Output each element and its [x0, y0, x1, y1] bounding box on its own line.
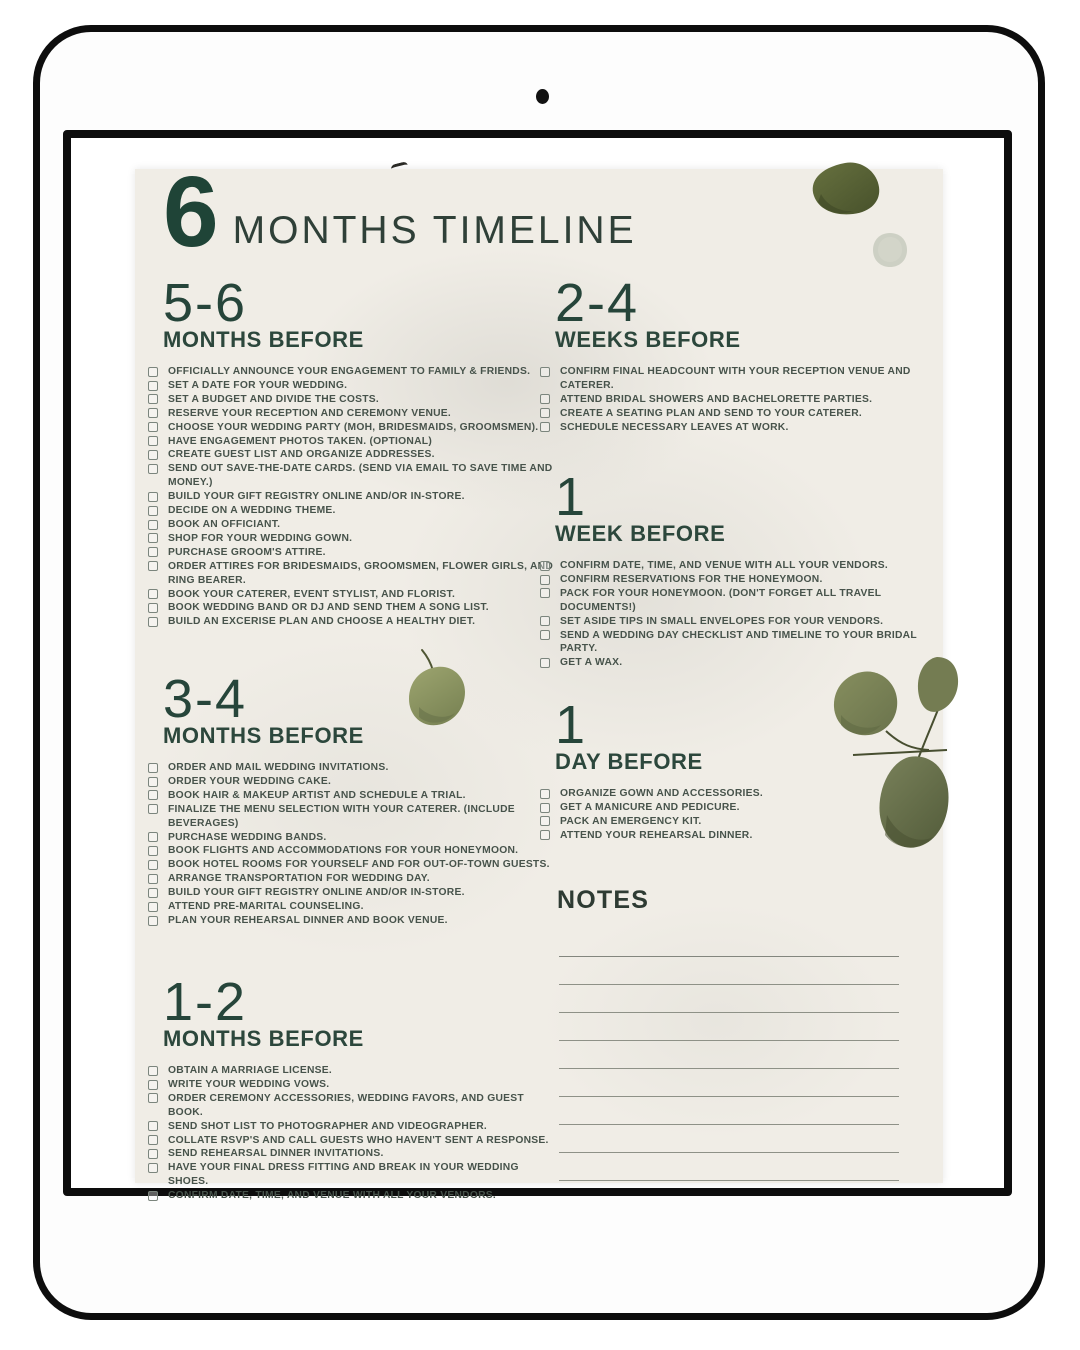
checkbox-icon[interactable] [540, 830, 550, 840]
checklist-item-label: HAVE YOUR FINAL DRESS FITTING AND BREAK IN YOUR WEDDING SHOES. [168, 1162, 519, 1188]
section-3-4-months-before [163, 669, 557, 928]
checklist [148, 365, 557, 629]
checkbox-icon[interactable] [148, 790, 158, 800]
checklist-item[interactable] [148, 761, 557, 775]
checklist-item-label: SEND REHEARSAL DINNER INVITATIONS. [168, 1148, 384, 1160]
checkbox-icon[interactable] [148, 1121, 158, 1131]
section-label: MONTHS BEFORE [163, 327, 364, 352]
checklist-item-label: ORDER YOUR WEDDING CAKE. [168, 775, 332, 787]
checkbox-icon[interactable] [540, 394, 550, 404]
checklist-item-label: PURCHASE WEDDING BANDS. [168, 831, 327, 843]
section-number: 1-2 [163, 972, 248, 1032]
checkbox-icon[interactable] [148, 1191, 158, 1201]
checklist-item[interactable] [148, 393, 557, 407]
checkbox-icon[interactable] [540, 658, 550, 668]
checkbox-icon[interactable] [148, 763, 158, 773]
checkbox-icon[interactable] [148, 394, 158, 404]
checklist-item-label: SCHEDULE NECESSARY LEAVES AT WORK. [560, 421, 789, 433]
checklist-item[interactable] [148, 365, 557, 379]
checklist-item[interactable] [148, 1092, 557, 1120]
checklist-item[interactable] [148, 615, 557, 629]
checklist-item-label: HAVE ENGAGEMENT PHOTOS TAKEN. (OPTIONAL) [168, 435, 432, 447]
checkbox-icon[interactable] [148, 408, 158, 418]
checkbox-icon[interactable] [148, 561, 158, 571]
checkbox-icon[interactable] [148, 888, 158, 898]
checkbox-icon[interactable] [540, 616, 550, 626]
checklist-item[interactable] [540, 559, 945, 573]
checkbox-icon[interactable] [148, 860, 158, 870]
checkbox-icon[interactable] [148, 1149, 158, 1159]
checklist-item-label: PACK AN EMERGENCY KIT. [560, 815, 702, 827]
section-number: 5-6 [163, 273, 248, 333]
checklist-item[interactable] [148, 872, 557, 886]
page-title-number: 6 [163, 156, 219, 268]
eucalyptus-leaf-top-right-icon [807, 160, 885, 216]
checklist-item-label: ARRANGE TRANSPORTATION FOR WEDDING DAY. [168, 873, 430, 885]
checklist-item-label: CREATE GUEST LIST AND ORGANIZE ADDRESSES. [168, 449, 435, 461]
checklist-item-label: SHOP FOR YOUR WEDDING GOWN. [168, 532, 353, 544]
section-5-6-months-before [163, 273, 557, 629]
checklist-item[interactable] [148, 504, 557, 518]
tablet-camera-icon [536, 89, 549, 104]
page-title-text: MONTHS TIMELINE [232, 209, 637, 252]
notes-heading: NOTES [557, 886, 650, 914]
checklist-item-label: SET A BUDGET AND DIVIDE THE COSTS. [168, 393, 380, 405]
checkbox-icon[interactable] [148, 1093, 158, 1103]
section-1-week-before [555, 467, 945, 670]
checklist [540, 787, 945, 843]
checkbox-icon[interactable] [148, 1135, 158, 1145]
checklist-item[interactable] [148, 532, 557, 546]
checklist-item-label: ORGANIZE GOWN AND ACCESSORIES. [560, 788, 763, 799]
checklist-item-label: BUILD YOUR GIFT REGISTRY ONLINE AND/OR IN-STORE. [168, 887, 465, 899]
checklist-item-label: BUILD AN EXCERISE PLAN AND CHOOSE A HEALTHY DIET. [168, 616, 476, 628]
checkbox-icon[interactable] [148, 846, 158, 856]
page-title [163, 156, 637, 268]
checkbox-icon[interactable] [540, 789, 550, 799]
checklist-item-label: ORDER AND MAIL WEDDING INVITATIONS. [168, 762, 389, 773]
checkbox-icon[interactable] [148, 492, 158, 502]
section-1-day-before [555, 695, 945, 843]
checklist-item[interactable] [540, 829, 945, 843]
checklist-item-label: BOOK YOUR CATERER, EVENT STYLIST, AND FLORIST. [168, 588, 456, 600]
checklist-item-label: BOOK FLIGHTS AND ACCOMMODATIONS FOR YOUR HONEYMOON. [168, 845, 519, 857]
section-number: 3-4 [163, 669, 248, 729]
checklist-item[interactable] [148, 1064, 557, 1078]
checklist-item-label: CHOOSE YOUR WEDDING PARTY (MOH, BRIDESMAIDS, GROOMSMEN). [168, 421, 539, 433]
checkbox-icon[interactable] [148, 381, 158, 391]
checkbox-icon[interactable] [148, 1080, 158, 1090]
checkbox-icon[interactable] [540, 588, 550, 598]
section-label: DAY BEFORE [555, 749, 703, 774]
checkbox-icon[interactable] [148, 777, 158, 787]
checklist-item[interactable] [148, 421, 557, 435]
checklist-item-label: ATTEND BRIDAL SHOWERS AND BACHELORETTE PARTIES. [560, 393, 873, 405]
checklist-item[interactable] [148, 379, 557, 393]
checklist-item[interactable] [148, 435, 557, 449]
notes-ruled-line [559, 1124, 899, 1152]
checklist-item[interactable] [540, 815, 945, 829]
checklist-item[interactable] [148, 1161, 557, 1189]
notes-ruled-line [559, 984, 899, 1012]
checklist [540, 559, 945, 670]
checkbox-icon[interactable] [148, 533, 158, 543]
section-2-4-weeks-before [555, 273, 945, 435]
checklist-item[interactable] [148, 1134, 557, 1148]
checklist-item-label: CONFIRM DATE, TIME, AND VENUE WITH ALL YOUR VENDORS. [560, 560, 889, 571]
checklist-item[interactable] [148, 886, 557, 900]
checkbox-icon[interactable] [540, 575, 550, 585]
checkbox-icon[interactable] [540, 367, 550, 377]
checklist-item-label: SET A DATE FOR YOUR WEDDING. [168, 379, 348, 391]
checkbox-icon[interactable] [148, 916, 158, 926]
checklist-item[interactable] [540, 629, 945, 657]
checklist-item-label: ORDER ATTIRES FOR BRIDESMAIDS, GROOMSMEN, FLOWER GIRLS, AND RING BEARER. [168, 560, 554, 586]
checklist-item[interactable] [148, 1120, 557, 1134]
checkbox-icon[interactable] [540, 561, 550, 571]
checklist-item[interactable] [540, 421, 945, 435]
checkbox-icon[interactable] [540, 816, 550, 826]
checkbox-icon[interactable] [148, 464, 158, 474]
checklist [148, 761, 557, 928]
checklist-item[interactable] [148, 844, 557, 858]
checkbox-icon[interactable] [148, 520, 158, 530]
checklist-item-label: CONFIRM RESERVATIONS FOR THE HONEYMOON. [560, 573, 823, 585]
checkbox-icon[interactable] [148, 547, 158, 557]
checkbox-icon[interactable] [148, 506, 158, 516]
section-number: 1 [555, 695, 588, 755]
checkbox-icon[interactable] [148, 1163, 158, 1173]
checklist-item[interactable] [148, 900, 557, 914]
checklist-item[interactable] [148, 490, 557, 504]
checklist-item-label: SET ASIDE TIPS IN SMALL ENVELOPES FOR YOUR VENDORS. [560, 615, 884, 627]
checklist-item[interactable] [540, 573, 945, 587]
checklist-item-label: OBTAIN A MARRIAGE LICENSE. [168, 1065, 333, 1076]
checkbox-icon[interactable] [148, 436, 158, 446]
checklist-item-label: ORDER CEREMONY ACCESSORIES, WEDDING FAVORS, AND GUEST BOOK. [168, 1092, 524, 1118]
checkbox-icon[interactable] [148, 832, 158, 842]
checklist-item-label: ATTEND YOUR REHEARSAL DINNER. [560, 829, 753, 841]
checklist-item[interactable] [540, 587, 945, 615]
notes-ruled-line [559, 1040, 899, 1068]
checklist-item-label: PLAN YOUR REHEARSAL DINNER AND BOOK VENUE. [168, 914, 448, 926]
checklist-item-label: CREATE A SEATING PLAN AND SEND TO YOUR CATERER. [560, 407, 862, 419]
checklist-item[interactable] [148, 1189, 557, 1203]
checklist-item-label: FINALIZE THE MENU SELECTION WITH YOUR CATERER. (INCLUDE BEVERAGES) [168, 803, 515, 829]
checkbox-icon[interactable] [148, 367, 158, 377]
notes-ruled-line [559, 1152, 899, 1180]
checkbox-icon[interactable] [148, 804, 158, 814]
checkbox-icon[interactable] [540, 422, 550, 432]
checklist-item[interactable] [148, 448, 557, 462]
notes-ruled-line [559, 1180, 899, 1208]
checklist-item[interactable] [148, 914, 557, 928]
checkbox-icon[interactable] [540, 630, 550, 640]
checkbox-icon[interactable] [148, 450, 158, 460]
checklist-item-label: BOOK HOTEL ROOMS FOR YOURSELF AND FOR OUT-OF-TOWN GUESTS. [168, 859, 550, 871]
checklist-item[interactable] [148, 831, 557, 845]
checklist-item[interactable] [540, 407, 945, 421]
checklist-document [135, 156, 943, 1202]
checklist-item-label: WRITE YOUR WEDDING VOWS. [168, 1078, 330, 1090]
notes-ruled-area [559, 956, 899, 1208]
section-label: WEEKS BEFORE [555, 327, 741, 352]
checklist-item[interactable] [540, 801, 945, 815]
checkbox-icon[interactable] [148, 617, 158, 627]
checklist-item-label: PACK FOR YOUR HONEYMOON. (DON'T FORGET ALL TRAVEL DOCUMENTS!) [560, 587, 882, 613]
checklist-item[interactable] [148, 518, 557, 532]
checklist-item[interactable] [148, 803, 557, 831]
checklist-item-label: CONFIRM FINAL HEADCOUNT WITH YOUR RECEPTION VENUE AND CATERER. [560, 366, 911, 391]
section-label: MONTHS BEFORE [163, 1026, 364, 1051]
checklist-item[interactable] [540, 393, 945, 407]
checklist-item-label: CONFIRM DATE, TIME, AND VENUE WITH ALL YOUR VENDORS. [168, 1190, 497, 1202]
checklist-item[interactable] [148, 407, 557, 421]
checklist-item-label: OFFICIALLY ANNOUNCE YOUR ENGAGEMENT TO FAMILY & FRIENDS. [168, 366, 531, 377]
checklist-item[interactable] [148, 601, 557, 615]
checkbox-icon[interactable] [148, 874, 158, 884]
checklist [148, 1064, 557, 1203]
checklist-item[interactable] [148, 1078, 557, 1092]
checklist-item[interactable] [148, 462, 557, 490]
checklist-item-label: BOOK HAIR & MAKEUP ARTIST AND SCHEDULE A TRIAL. [168, 789, 466, 801]
checklist-item[interactable] [148, 789, 557, 803]
checklist-item[interactable] [148, 560, 557, 588]
checklist-item[interactable] [148, 858, 557, 872]
checkbox-icon[interactable] [540, 803, 550, 813]
section-label: WEEK BEFORE [555, 521, 726, 546]
checklist-item-label: SEND A WEDDING DAY CHECKLIST AND TIMELINE TO YOUR BRIDAL PARTY. [560, 629, 917, 655]
checklist-item-label: SEND SHOT LIST TO PHOTOGRAPHER AND VIDEOGRAPHER. [168, 1120, 488, 1132]
checklist-item-label: PURCHASE GROOM'S ATTIRE. [168, 546, 326, 558]
checklist-item[interactable] [148, 1147, 557, 1161]
checklist-item-label: ATTEND PRE-MARITAL COUNSELING. [168, 901, 364, 913]
checklist-item[interactable] [148, 546, 557, 560]
checklist-item-label: DECIDE ON A WEDDING THEME. [168, 505, 336, 517]
notes-ruled-line [559, 1012, 899, 1040]
checklist-item-label: COLLATE RSVP'S AND CALL GUESTS WHO HAVEN'T SENT A RESPONSE. [168, 1134, 549, 1146]
checklist-item-label: RESERVE YOUR RECEPTION AND CEREMONY VENUE. [168, 407, 452, 419]
checklist-item-label: GET A MANICURE AND PEDICURE. [560, 801, 740, 813]
checkbox-icon[interactable] [148, 603, 158, 613]
checklist [540, 365, 945, 435]
checkbox-icon[interactable] [148, 1066, 158, 1076]
checklist-item[interactable] [540, 615, 945, 629]
checkbox-icon[interactable] [148, 422, 158, 432]
checkbox-icon[interactable] [540, 408, 550, 418]
notes-ruled-line [559, 1096, 899, 1124]
notes-section [557, 885, 899, 1208]
notes-ruled-line [559, 956, 899, 984]
section-label: MONTHS BEFORE [163, 723, 364, 748]
checkbox-icon[interactable] [148, 902, 158, 912]
watercolor-dot-icon [871, 231, 909, 269]
notes-ruled-line [559, 1068, 899, 1096]
checklist-item[interactable] [540, 656, 945, 670]
checklist-item[interactable] [540, 787, 945, 801]
checklist-item[interactable] [148, 775, 557, 789]
checklist-item-label: SEND OUT SAVE-THE-DATE CARDS. (SEND VIA EMAIL TO SAVE TIME AND MONEY.) [168, 463, 553, 489]
checklist-item[interactable] [148, 588, 557, 602]
checklist-item-label: BUILD YOUR GIFT REGISTRY ONLINE AND/OR IN-STORE. [168, 491, 465, 503]
checklist-item-label: BOOK AN OFFICIANT. [168, 518, 281, 530]
section-number: 2-4 [555, 273, 640, 333]
section-1-2-months-before [163, 972, 557, 1203]
checklist-item[interactable] [540, 365, 945, 393]
section-number: 1 [555, 467, 588, 527]
checklist-item-label: BOOK WEDDING BAND OR DJ AND SEND THEM A SONG LIST. [168, 602, 489, 614]
checklist-item-label: GET A WAX. [560, 657, 623, 669]
checkbox-icon[interactable] [148, 589, 158, 599]
